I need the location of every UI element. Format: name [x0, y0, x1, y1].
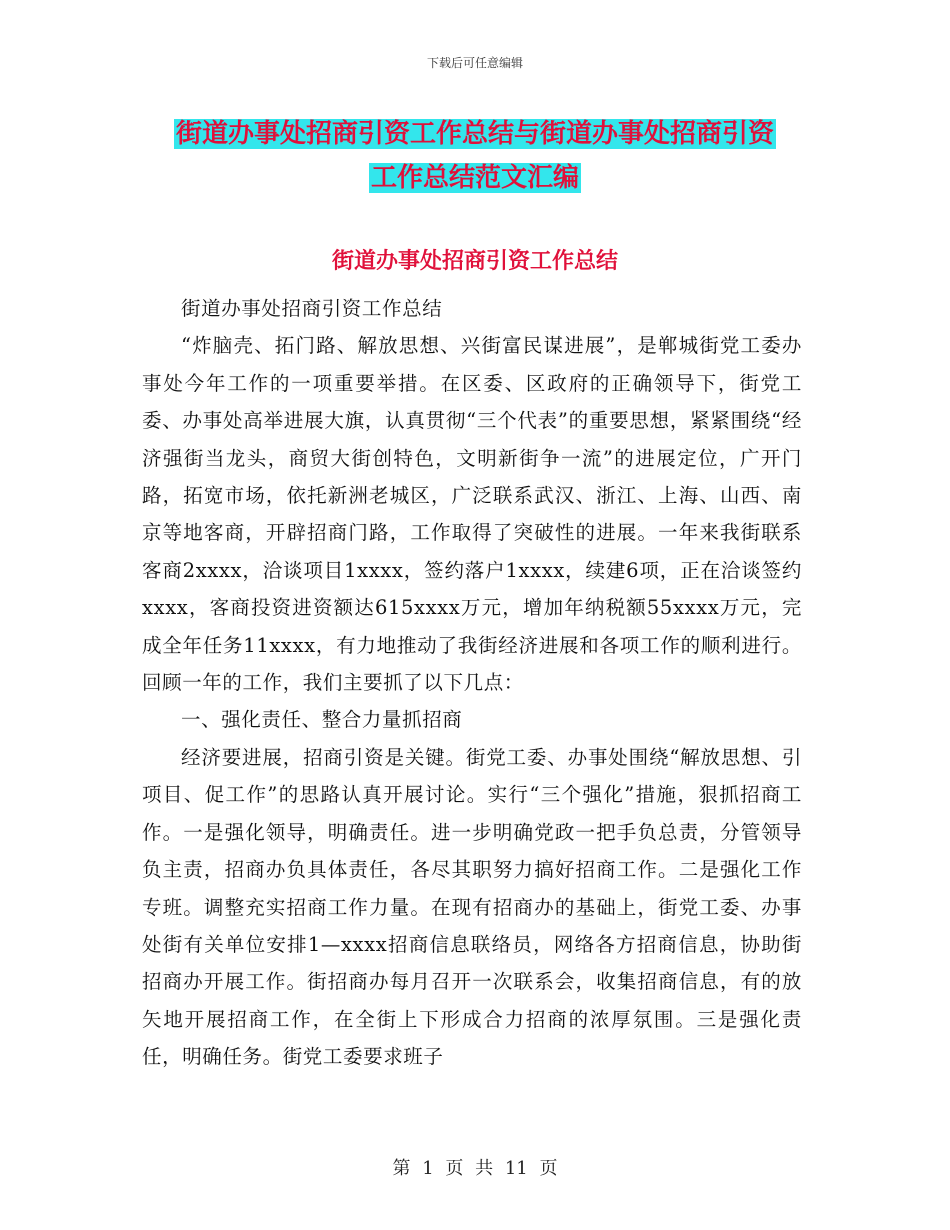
paragraph-heading: 一、强化责任、整合力量抓招商 — [181, 708, 463, 732]
document-title — [140, 112, 810, 200]
header-note: 下载后可任意编辑 — [426, 56, 523, 70]
page-footer: 第 1 页 共 11 页 — [392, 1158, 558, 1179]
document-title-line-1: 街道办事处招商引资工作总结与街道办事处招商引资 — [175, 119, 774, 149]
document-title-line-2: 工作总结范文汇编 — [370, 163, 579, 193]
section-title: 街道办事处招商引资工作总结 — [331, 248, 618, 274]
paragraph: 街道办事处招商引资工作总结 — [181, 297, 443, 320]
document-body — [142, 290, 802, 1076]
paragraph: “炸脑壳、拓门路、解放思想、兴街富民谋进展”，是郸城街党工委办事处今年工作的一项重要举措。在区委、区政府的正确领导下，街党工委、办事处高举进展大旗，认真贯彻“三个代表”的重要思想，紧紧围绕“经济强街当龙头，商贸大街创特色，文明新街争一流”的进展定位，广开门路，拓宽市场，依托新洲老城区，广泛联系武汉、浙江、上海、山西、南京等地客商，开辟招商门路，工作取得了突破性的进展。一年来我街联系客商2xxxx，洽谈项目1xxxx，签约落户1xxxx，续建6项，正在洽谈签约xxxx，客商投资进资额达615xxxx万元，增加年纳税额55xxxx万元，完成全年任务11xxxx，有力地推动了我街经济进展和各项工作的顺利进行。回顾一年的工作，我们主要抓了以下几点： — [142, 334, 802, 695]
paragraph: 经济要进展，招商引资是关键。街党工委、办事处围绕“解放思想、引项目、促工作”的思路认真开展讨论。实行“三个强化”措施，狠抓招商工作。一是强化领导，明确责任。进一步明确党政一把手负总责，分管领导负主责，招商办负具体责任，各尽其职努力搞好招商工作。二是强化工作专班。调整充实招商工作力量。在现有招商办的基础上，街党工委、办事处街有关单位安排1—xxxx招商信息联络员，网络各方招商信息，协助街招商办开展工作。街招商办每月召开一次联系会，收集招商信息，有的放矢地开展招商工作，在全街上下形成合力招商的浓厚氛围。三是强化责任，明确任务。街党工委要求班子 — [142, 745, 802, 1069]
